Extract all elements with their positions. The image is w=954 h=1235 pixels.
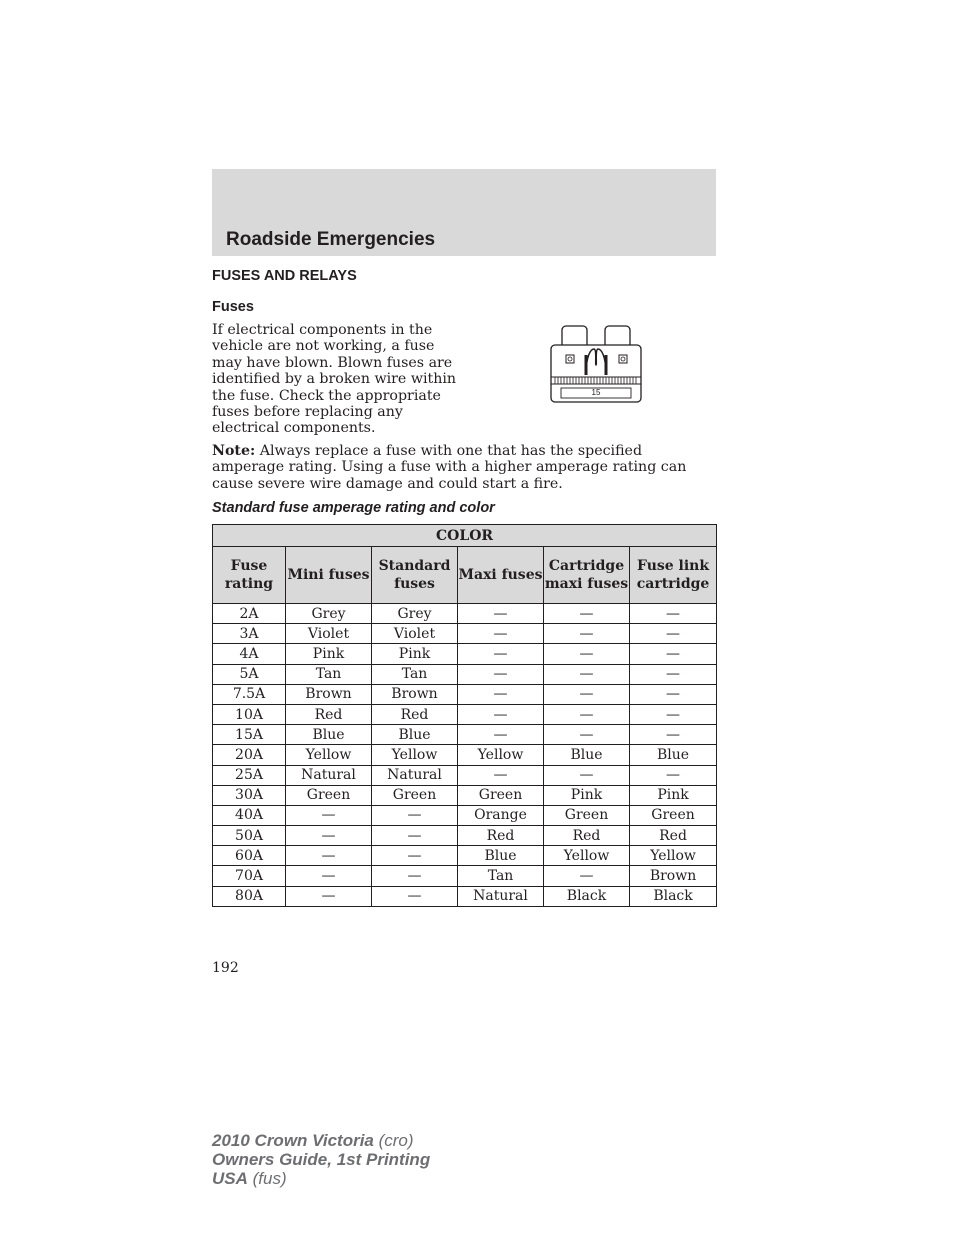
- section-header-band: [212, 169, 716, 256]
- table-cell: Green: [630, 805, 717, 825]
- fuse-rating-cell: 50A: [213, 826, 286, 846]
- table-cell: Grey: [372, 604, 458, 624]
- table-cell: Brown: [286, 684, 372, 704]
- table-cell: Yellow: [458, 745, 544, 765]
- table-cell: Red: [458, 826, 544, 846]
- fuse-rating-cell: 5A: [213, 664, 286, 684]
- fuse-rating-cell: 2A: [213, 604, 286, 624]
- footer-model-code: (cro): [373, 1131, 414, 1150]
- table-row: [213, 765, 717, 785]
- table-cell: —: [544, 684, 630, 704]
- table-cell: Natural: [372, 765, 458, 785]
- table-cell: —: [458, 725, 544, 745]
- table-cell: Black: [544, 886, 630, 906]
- table-cell: —: [544, 866, 630, 886]
- column-header: Fuse rating: [213, 547, 286, 604]
- table-cell: Grey: [286, 604, 372, 624]
- page-number: 192: [212, 960, 239, 976]
- table-cell: Pink: [372, 644, 458, 664]
- table-row: [213, 826, 717, 846]
- table-cell: —: [630, 684, 717, 704]
- fuse-figure: [549, 325, 643, 403]
- table-cell: —: [630, 664, 717, 684]
- table-cell: Green: [458, 785, 544, 805]
- column-header: Maxi fuses: [458, 547, 544, 604]
- table-row: [213, 684, 717, 704]
- table-row: [213, 624, 717, 644]
- fuse-rating-cell: 40A: [213, 805, 286, 825]
- table-cell: —: [544, 725, 630, 745]
- table-cell: —: [372, 886, 458, 906]
- footer-line-1: [212, 1131, 430, 1150]
- table-cell: Orange: [458, 805, 544, 825]
- table-cell: Violet: [372, 624, 458, 644]
- footer: [212, 1131, 430, 1188]
- table-cell: Tan: [372, 664, 458, 684]
- column-header: Mini fuses: [286, 547, 372, 604]
- table-cell: Pink: [544, 785, 630, 805]
- page-title: Roadside Emergencies: [226, 229, 436, 250]
- footer-model: 2010 Crown Victoria: [212, 1131, 374, 1150]
- column-header: Cartridge maxi fuses: [544, 547, 630, 604]
- table-cell: Black: [630, 886, 717, 906]
- fuse-rating-cell: 80A: [213, 886, 286, 906]
- table-cell: —: [286, 886, 372, 906]
- table-cell: —: [544, 664, 630, 684]
- table-cell: Green: [372, 785, 458, 805]
- fuse-rating-cell: 10A: [213, 704, 286, 724]
- table-row: [213, 805, 717, 825]
- intro-paragraph: If electrical components in the vehicle are not working, a fuse may have blown. Blown fuses are identified by a broken wire within the fuse. Check the appropriate fuses before replacing any electrical components.: [212, 322, 457, 437]
- table-cell: Pink: [630, 785, 717, 805]
- fuse-rating-cell: 20A: [213, 745, 286, 765]
- table-cell: Red: [372, 704, 458, 724]
- table-cell: —: [630, 604, 717, 624]
- note-text: Always replace a fuse with one that has the specified amperage rating. Using a fuse with a higher amperage rating can cause severe wire damage and could start a fire.: [212, 443, 687, 492]
- table-cell: Brown: [372, 684, 458, 704]
- table-cell: —: [458, 704, 544, 724]
- table-cell: Pink: [286, 644, 372, 664]
- table-cell: —: [372, 866, 458, 886]
- footer-edition: Owners Guide, 1st Printing: [212, 1150, 431, 1169]
- table-row: [213, 725, 717, 745]
- table-cell: Green: [286, 785, 372, 805]
- table-cell: Green: [544, 805, 630, 825]
- table-cell: —: [458, 624, 544, 644]
- table-cell: —: [630, 725, 717, 745]
- table-cell: —: [544, 624, 630, 644]
- table-row: [213, 644, 717, 664]
- table-cell: —: [630, 644, 717, 664]
- table-cell: Yellow: [630, 846, 717, 866]
- table-cell: Yellow: [286, 745, 372, 765]
- footer-line-2: [212, 1150, 430, 1169]
- table-cell: —: [286, 866, 372, 886]
- color-group-header: COLOR: [213, 525, 717, 547]
- column-header: Standard fuses: [372, 547, 458, 604]
- table-row: [213, 866, 717, 886]
- fuse-rating-cell: 60A: [213, 846, 286, 866]
- table-cell: Red: [286, 704, 372, 724]
- footer-market: USA: [212, 1169, 248, 1188]
- table-cell: Tan: [458, 866, 544, 886]
- table-cell: Blue: [630, 745, 717, 765]
- table-cell: —: [286, 846, 372, 866]
- table-cell: —: [458, 604, 544, 624]
- table-cell: Brown: [630, 866, 717, 886]
- table-cell: Tan: [286, 664, 372, 684]
- note-paragraph: [212, 443, 716, 492]
- table-cell: Yellow: [544, 846, 630, 866]
- table-cell: —: [286, 805, 372, 825]
- fuse-rating-cell: 3A: [213, 624, 286, 644]
- fuse-rating-cell: 70A: [213, 866, 286, 886]
- table-cell: Red: [630, 826, 717, 846]
- table-cell: —: [544, 704, 630, 724]
- fuse-rating-cell: 4A: [213, 644, 286, 664]
- table-body: [213, 604, 717, 907]
- table-cell: Blue: [286, 725, 372, 745]
- table-caption: Standard fuse amperage rating and color: [212, 500, 495, 516]
- fuse-rating-cell: 30A: [213, 785, 286, 805]
- table-cell: Red: [544, 826, 630, 846]
- fuse-rating-cell: 7.5A: [213, 684, 286, 704]
- table-cell: —: [458, 684, 544, 704]
- table-cell: Blue: [372, 725, 458, 745]
- table-row: [213, 785, 717, 805]
- table-cell: —: [544, 644, 630, 664]
- fuse-rating-cell: 15A: [213, 725, 286, 745]
- table-cell: —: [286, 826, 372, 846]
- table-row: [213, 664, 717, 684]
- table-cell: Natural: [458, 886, 544, 906]
- fuse-rating-label: 15: [591, 388, 601, 397]
- section-title: FUSES AND RELAYS: [212, 268, 357, 284]
- table-row: [213, 846, 717, 866]
- table-cell: Blue: [544, 745, 630, 765]
- table-cell: —: [630, 765, 717, 785]
- table-cell: Yellow: [372, 745, 458, 765]
- table-cell: —: [630, 624, 717, 644]
- table-cell: Natural: [286, 765, 372, 785]
- footer-line-3: [212, 1169, 430, 1188]
- table-cell: —: [630, 704, 717, 724]
- table-row: [213, 886, 717, 906]
- fuse-rating-cell: 25A: [213, 765, 286, 785]
- table-cell: —: [372, 805, 458, 825]
- subsection-title: Fuses: [212, 299, 254, 315]
- table-cell: —: [372, 846, 458, 866]
- table-cell: —: [544, 765, 630, 785]
- table-cell: Violet: [286, 624, 372, 644]
- table-cell: Blue: [458, 846, 544, 866]
- note-label: Note:: [212, 443, 256, 459]
- table-row: [213, 745, 717, 765]
- table-cell: —: [458, 765, 544, 785]
- table-cell: —: [544, 604, 630, 624]
- table-row: [213, 704, 717, 724]
- table-cell: —: [458, 644, 544, 664]
- footer-market-code: (fus): [247, 1169, 287, 1188]
- table-cell: —: [458, 664, 544, 684]
- column-header: Fuse link cartridge: [630, 547, 717, 604]
- table-row: [213, 604, 717, 624]
- fuse-color-table: [212, 524, 717, 907]
- table-cell: —: [372, 826, 458, 846]
